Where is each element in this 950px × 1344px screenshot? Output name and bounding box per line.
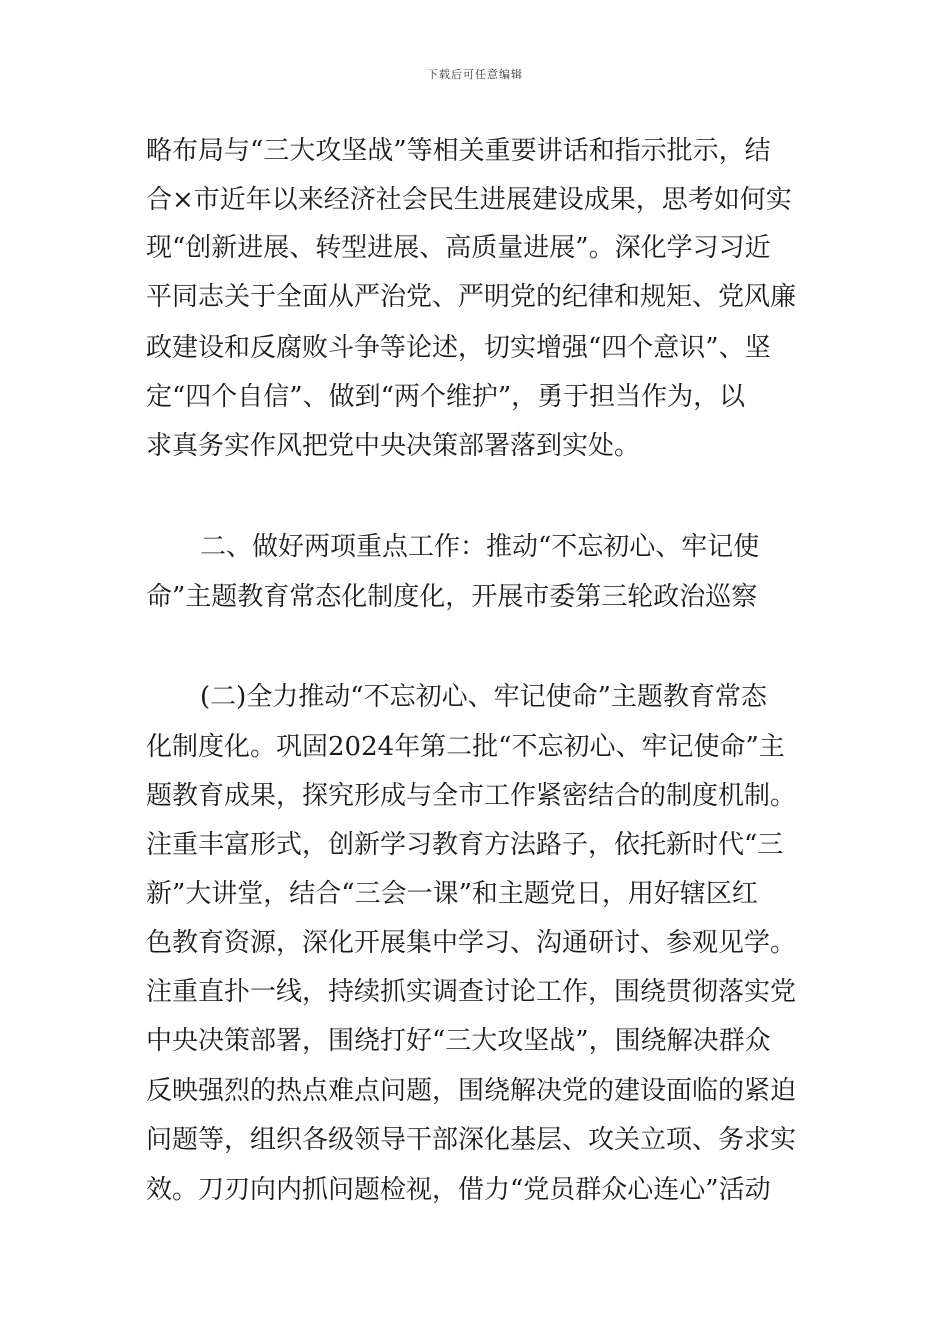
text-line: 反映强烈的热点难点问题，围绕解决党的建设面临的紧迫 bbox=[146, 1076, 797, 1106]
text-line: 政建设和反腐败斗争等论述，切实增强“四个意识”、坚 bbox=[146, 333, 771, 363]
text-line: 化制度化。巩固2024年第二批“不忘初心、牢记使命”主 bbox=[146, 732, 785, 762]
text-line: 求真务实作风把党中央决策部署落到实处。 bbox=[146, 431, 641, 461]
text-line: 中央决策部署，围绕打好“三大攻坚战”，围绕解决群众 bbox=[146, 1026, 771, 1056]
heading-line: 二、做好两项重点工作：推动“不忘初心、牢记使 bbox=[200, 532, 760, 562]
text-line: 注重直扑一线，持续抓实调查讨论工作，围绕贯彻落实党 bbox=[146, 977, 797, 1007]
text-line: 问题等，组织各级领导干部深化基层、攻关立项、务求实 bbox=[146, 1125, 797, 1155]
text-line: 平同志关于全面从严治党、严明党的纪律和规矩、党风廉 bbox=[146, 282, 797, 312]
text-line: 现“创新进展、转型进展、高质量进展”。深化学习习近 bbox=[146, 233, 771, 263]
header-note: 下载后可任意编辑 bbox=[427, 68, 523, 81]
text-line: 色教育资源，深化开展集中学习、沟通研讨、参观见学。 bbox=[146, 928, 797, 958]
text-line: 合×市近年以来经济社会民生进展建设成果，思考如何实 bbox=[146, 185, 792, 215]
text-line: 题教育成果，探究形成与全市工作紧密结合的制度机制。 bbox=[146, 781, 797, 811]
text-line: 效。刀刃向内抓问题检视，借力“党员群众心连心”活动 bbox=[146, 1175, 771, 1205]
heading-line: 命”主题教育常态化制度化，开展市委第三轮政治巡察 bbox=[146, 582, 758, 612]
text-line: 注重丰富形式，创新学习教育方法路子，依托新时代“三 bbox=[146, 830, 784, 860]
text-line: 略布局与“三大攻坚战”等相关重要讲话和指示批示，结 bbox=[146, 136, 771, 166]
text-line: 定“四个自信”、做到“两个维护”，勇于担当作为，以 bbox=[146, 382, 746, 412]
text-line: 新”大讲堂，结合“三会一课”和主题党日，用好辖区红 bbox=[146, 879, 758, 909]
text-line: (二)全力推动“不忘初心、牢记使命”主题教育常态 bbox=[200, 682, 767, 712]
